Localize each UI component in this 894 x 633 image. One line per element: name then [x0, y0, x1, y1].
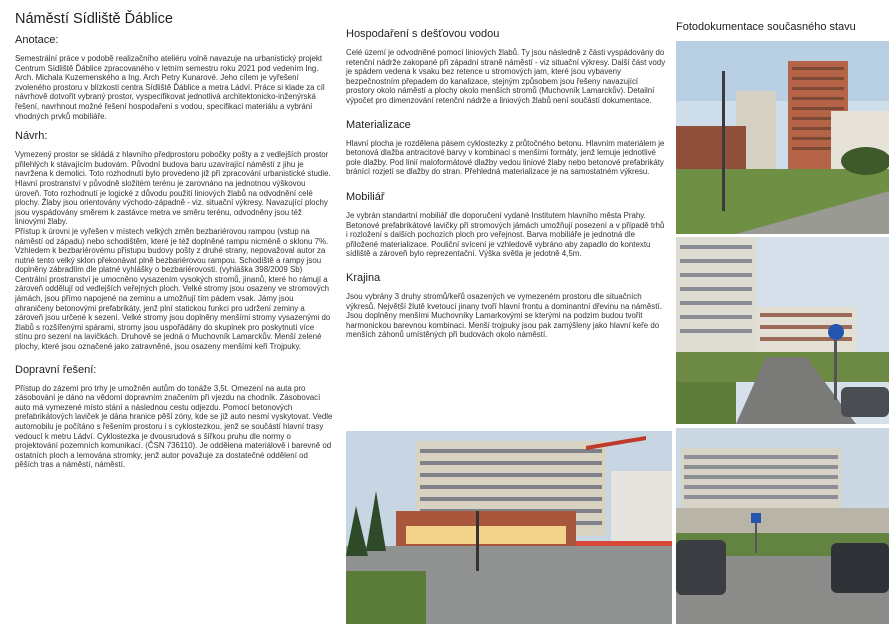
- hospodareni-heading: Hospodaření s dešťovou vodou: [346, 28, 500, 40]
- photo-panel-street: [676, 237, 889, 424]
- navrh-heading: Návrh:: [15, 130, 48, 143]
- right-column: [676, 0, 890, 33]
- dopravni-heading: Dopravní řešení:: [15, 363, 97, 376]
- middle-column: [346, 0, 668, 340]
- mobiliar-text: Je vybrán standartní mobiliář dle doporučení vydané Institutem hlavního města Prahy. Betonové prefabrikátové lavičky při stromových jámách umožňují posezení a v případě trhů i rozložení s dalších pochozích ploch pro veřejnost. Barva mobiliáře je jednotná dle přiložené materializace. Pouliční svícení je vzhledově vybráno aby zapadlo do kontextu sídliště a zároveň bylo reprezentační. Výška světla je jedotně 4,5m.: [346, 210, 665, 259]
- left-column: [15, 0, 333, 470]
- page-title: Náměstí Sídliště Ďáblice: [15, 11, 173, 27]
- mobiliar-heading: Mobiliář: [346, 190, 385, 203]
- photo-parking: [676, 428, 889, 624]
- photo-panel-blocks: [676, 41, 889, 234]
- materializace-text: Hlavní plocha je rozdělena pásem cyklostezky z průtočného betonu. Hlavním materiálem je betonová dlažba antracitové barvy v kombinaci s menšími formáty, jenž lemuje jednotlivé pole dlažby. Pod linií maloformátové dlažby vedou liniové žlaby nebo betonové prefabrikáty bránící rozjetí se dlažby do stran. Přehledná materializace je na samostatném výkresu.: [346, 138, 665, 177]
- photo-post-office: [346, 431, 672, 624]
- krajina-heading: Krajina: [346, 271, 381, 284]
- materializace-heading: Materializace: [346, 118, 411, 131]
- krajina-text: Jsou vybrány 3 druhy stromů/keřů osazených ve vymezeném prostoru dle situačních výkresů. Největší žlutě kvetoucí jinany tvoří hlavní frontu a dominantní dřevinu na náměstí. Jsou doplněny menšími Muchovníky Lamarkovými se kterými na podzim budou tvořit harmonickou barevnou kombinaci. Menší trojpuky jsou pak zamýšleny jako hlavní keře do menších záhonů umístěných při budovách okolo náměstí.: [346, 291, 662, 340]
- dopravni-text: Přístup do zázemí pro trhy je umožněn autům do tonáže 3,5t. Omezení na auta pro zásobování je dáno na vědomí dopravním značením při vjezdu na chodník. Zásobovací auto má vymezené místo stání a následnou cestu odjezdu. Pomocí betonových prefabrikátových laviček je dána hranice pěší zóny, kde se již auto nesmí vyskytovat. Vedle automobilu je počítáno s řešením prostoru i s cyklostezkou, jenž se součástí hlavní trasy vedoucí k metru Ládví. Cyklostezka je dvousrudová s šířkou pruhu dle normy o projektování pozemních komunikací. (ČSN 736110). Je oddělena materiálově i barevně od ostatních ploch a lemována stromky, jenž autor považuje za dostatečné oddělení od pěších tras a náměstí, náměstí.: [15, 383, 333, 470]
- navrh-text-2: Přístup k úrovni je vyřešen v místech velkých změn bezbariérovou rampou (vstup na náměstí od západu) nebo schodištěm, které je též doplněné rampu nicméně o sklonu 7%. Vzhledem k bezbariérovému přístupu budovy pošty z druhé strany, nepovažoval autor za nutné tento velký sklon překonávat plně bezbariérovou rampou. Schodiště a rampy jsou doplněny zábradlím dle platné vyhlášky o bezbariérovosti. (vyhláška 398/2009 Sb): [15, 226, 329, 275]
- anotace-heading: Anotace:: [15, 34, 59, 46]
- navrh-text-1: Vymezený prostor se skládá z hlavního předprostoru pobočky pošty a z vedlejších prostor přilehlých k stávajícím budovám. Původní budova baru uzavírající náměstí z jihu je navržena k demolici. Toto rozhodnutí bylo provedeno již při zpracování urbanistické studie. Hlavní prostranství v původně složitém terénu je zarovnáno na jednotnou výškovou úroveň. Toto rozhodnutí je logické z důvodu použití liniových žlabů na odvodnění celé plochy. Žlaby jsou orientovány východo-západně - viz. situační výkresy. Navazující plochy jsou vyspádovány směrem k zastávce metra ve směru terénu, odvodněny jsou též liniovými žlaby.: [15, 150, 331, 227]
- photo-section-heading: Fotodokumentace současného stavu: [676, 21, 856, 33]
- hospodareni-text: Celé území je odvodněné pomocí liniových žlabů. Ty jsou následně z části vyspádovány do retenční nádrže zakopané při západní straně náměstí - viz situační výkresy. Další část vody je spádem vedena k vsaku bez retence u stromových jam, které jsou vybaveny bezpečnostním přepadem do kanalizace, stejným způsobem jsou řešeny navazující prostory okolo náměstí a plochy okolo menších stromů (Muchovník Lamarckův). Detailní výpočet pro dimenzování retenční nádrže a liniových žlabů není součástí dokumentace.: [346, 48, 666, 105]
- navrh-text-3: Centrální prostranství je umocněno vysazením vysokých stromů, jinanů, které ho rámují a zároveň oddělují od vedlejších veřejných ploch. Velké stromy jsou osazeny ve stromových jámách, jsou přímo napojené na zeminu a umožňují tím pádem vsak. Jámy jsou ohraničeny betonovými prefabrikáty, jenž plní statickou funkci pro udržení zeminy a zároveň jsou určené k sezení. Velké stromy jsou doplněny menšími stromy vysazenými do žlabů s rozšířenými spárami, stromy jsou uspořádány do skupinek pro poskytnutí více stínu pro sezení na lavičkách. Druhově se jedná o Muchovník Lamarckův. Menší zelené plochy, které jsou označené jako zatravněné, jsou osazeny menšími keři Trojpuky.: [15, 274, 331, 352]
- anotace-text: Semestrální práce v podobě realizačního ateliéru volně navazuje na urbanistický projekt Centrum Sídliště Ďáblice zpracovaného v letním semestru roku 2021 pod vedením Ing. Arch. Michala Kuzemenského a Ing. Arch Petry Kunarové. Jeho cílem je vyřešení zvoleného prostoru v blízkosti centra Sídliště Ďáblice a metra Ládví. Práce si klade za cíl návrhově dotvořit vybraný prostor, vyspecifikovat jednotlivá architektonicko-inženýrská řešení, navrhnout možné řešení hospodaření s vodou, specifikaci materiálu a vybrání vhodných prvků mobiliáře.: [15, 54, 325, 121]
